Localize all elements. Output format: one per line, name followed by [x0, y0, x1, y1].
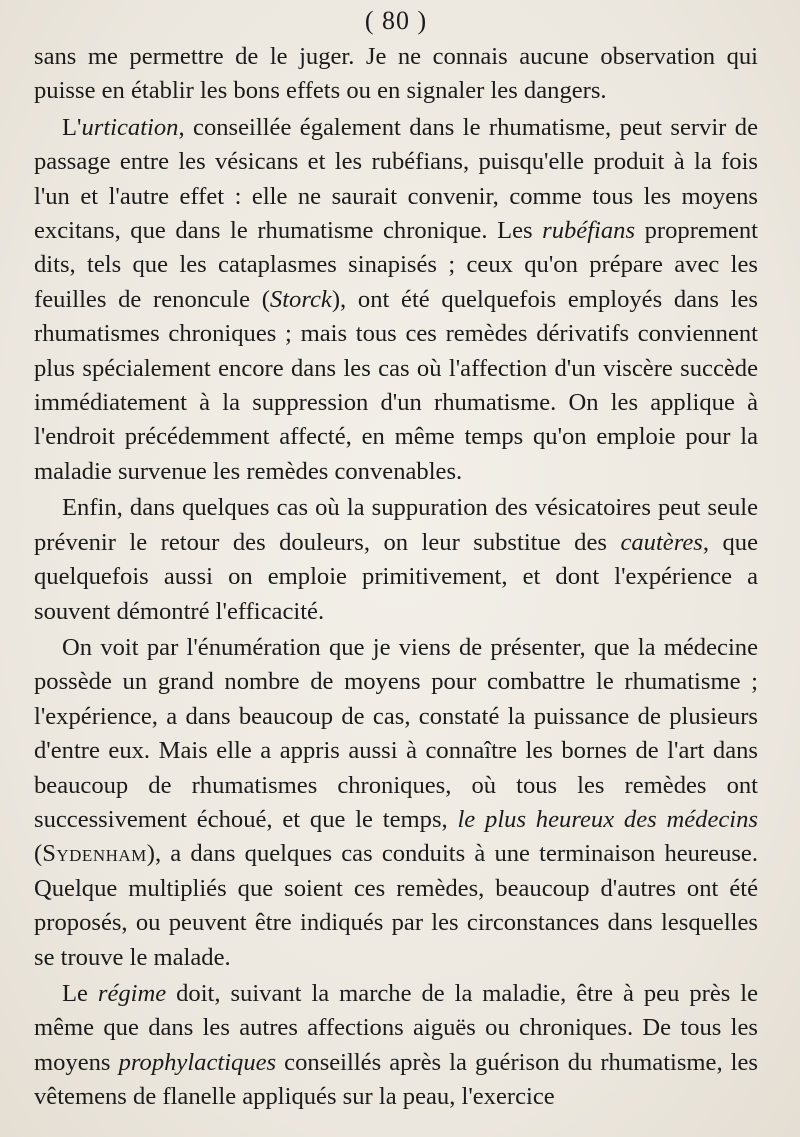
- text-segment: Le: [62, 979, 98, 1007]
- italic-segment: régime: [97, 979, 167, 1007]
- smallcaps-segment: Sydenham: [42, 840, 147, 868]
- italic-segment: prophylactiques: [118, 1048, 277, 1076]
- italic-segment: cautères: [620, 528, 703, 556]
- paragraph: [34, 631, 758, 975]
- page-number: ( 80 ): [364, 6, 428, 35]
- paragraph: [34, 40, 758, 109]
- text-segment: Enfin, dans quelques cas où la suppuration des vésicatoires peut seule prévenir le retour des douleurs, on leur substitue des: [34, 494, 758, 556]
- text-segment: conseillés après la guérison du rhumatisme, les vêtemens de flanelle appliqués sur la peau, l'exercice: [34, 1048, 758, 1111]
- text-segment: , que quelquefois aussi on emploie primitivement, et dont l'expérience a souvent démontré l'efficacité.: [34, 528, 759, 625]
- paragraph: [34, 491, 758, 629]
- paragraph: [34, 977, 758, 1115]
- text-segment: (: [34, 840, 43, 868]
- italic-segment: Storck: [269, 285, 332, 313]
- italic-segment: le plus heureux des médecins: [457, 805, 758, 833]
- text-segment: ), a dans quelques cas conduits à une terminaison heureuse. Quelque multipliés que soient ces remèdes, beaucoup d'autres ont été proposés, ou peuvent être indiqués par les circonstances dans lesquelles se trouve le malade.: [34, 840, 758, 971]
- text-segment: ), ont été quelquefois employés dans les rhumatismes chroniques ; mais tous ces remèdes dérivatifs conviennent plus spécialement encore dans les cas où l'affection d'un viscère succède immédiatement à la suppression d'un rhumatisme. On les applique à l'endroit précédemment affecté, en même temps qu'on emploie pour la maladie survenue les remèdes convenables.: [34, 285, 758, 485]
- text-segment: , conseillée également dans le rhumatisme, peut servir de passage entre les vésicans et les rubéfians, puisqu'elle produit à la fois l'un et l'autre effet : elle ne saurait convenir, comme tous les moyens excitans, que dans le rhumatisme chronique. Les: [34, 113, 758, 245]
- italic-segment: urtication: [81, 113, 179, 141]
- text-segment: doit, suivant la marche de la maladie, être à peu près le même que dans les autres affections aiguës ou chroniques. De tous les moyens: [34, 979, 758, 1076]
- text-segment: sans me permettre de le juger. Je ne connais aucune observation qui puisse en établir les bons effets ou en signaler les dangers.: [34, 43, 758, 105]
- body-text: [34, 40, 758, 1115]
- text-segment: proprement dits, tels que les cataplasmes sinapisés ; ceux qu'on prépare avec les feuilles de renoncule (: [34, 217, 758, 313]
- italic-segment: rubéfians: [542, 217, 636, 245]
- paragraph: [34, 111, 758, 489]
- text-segment: On voit par l'énumération que je viens de présenter, que la médecine possède un grand nombre de moyens pour combattre le rhumatisme ; l'expérience, a dans beaucoup de cas, constaté la puissance de plusieurs d'entre eux. Mais elle a appris aussi à connaître les bornes de l'art dans beaucoup de rhumatismes chroniques, où tous les remèdes ont successivement échoué, et que le temps,: [34, 633, 758, 833]
- text-segment: L': [62, 113, 82, 141]
